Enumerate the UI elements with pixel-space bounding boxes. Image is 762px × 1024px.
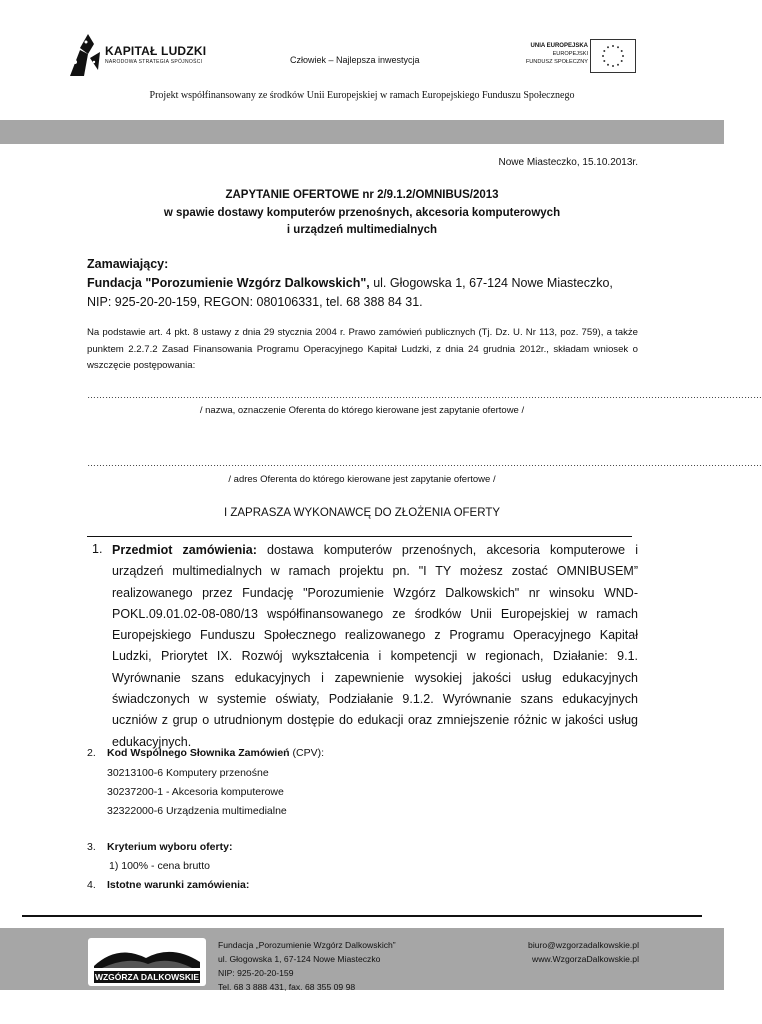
header-band bbox=[0, 120, 724, 144]
footer-email[interactable]: biuro@wzgorzadalkowskie.pl bbox=[528, 940, 639, 950]
legal-basis: Na podstawie art. 4 pkt. 8 ustawy z dnia 29 stycznia 2004 r. Prawo zamówień publicznych (Tj. Dz. U. Nr 113, poz. 759), a także punktem 2.2.7.2 Zasad Finansowania Programu Operacyjnego Kapitał Ludzki, z dnia 24 grudnia 2012r., składam wniosek o wszczęcie postępowania: bbox=[87, 327, 638, 371]
project-cofinancing-line: Projekt współfinansowany ze środków Unii Europejskiej w ramach Europejskiego Funduszu Społecznego bbox=[149, 90, 575, 101]
logo-subtitle: NARODOWA STRATEGIA SPÓJNOŚCI bbox=[105, 59, 203, 65]
title-line-1: ZAPYTANIE OFERTOWE nr 2/9.1.2/OMNIBUS/2013 bbox=[225, 189, 499, 201]
footer-org-name: Fundacja „Porozumienie Wzgórz Dalkowskich” bbox=[218, 940, 396, 950]
item-1-number: 1. bbox=[92, 542, 103, 556]
eu-text-block bbox=[516, 42, 588, 66]
bidder-address-caption: / adres Oferenta do którego kierowane jest zapytanie ofertowe / bbox=[228, 474, 496, 485]
logo-title: KAPITAŁ LUDZKI bbox=[105, 44, 207, 58]
eu-line3: FUNDUSZ SPOŁECZNY bbox=[525, 59, 588, 65]
item-1-text bbox=[112, 540, 638, 753]
footer-phone: Tel. 68 3 888 431, fax. 68 355 09 98 bbox=[218, 982, 356, 992]
title-line-2: w spawie dostawy komputerów przenośnych, akcesoria komputerowych bbox=[163, 206, 561, 219]
orderer-ids: NIP: 925-20-20-159, REGON: 080106331, tel. 68 388 84 31. bbox=[87, 294, 423, 309]
orderer-address: ul. Głogowska 1, 67-124 Nowe Miasteczko, bbox=[369, 276, 613, 290]
item-3-label: Kryterium wyboru oferty: bbox=[107, 841, 233, 853]
bidder-name-caption: / nazwa, oznaczenie Oferenta do którego kierowane jest zapytanie ofertowe / bbox=[199, 405, 525, 416]
item-4-label: Istotne warunki zamówienia: bbox=[107, 879, 250, 891]
eu-line1: UNIA EUROPEJSKA bbox=[530, 43, 588, 49]
slogan: Człowiek – Najlepsza inwestycja bbox=[290, 55, 420, 65]
orderer-name: Fundacja "Porozumienie Wzgórz Dalkowskich", bbox=[87, 276, 370, 290]
document-date: Nowe Miasteczko, 15.10.2013r. bbox=[498, 157, 638, 168]
orderer-details bbox=[87, 274, 647, 311]
item-2-label: Kod Wspólnego Słownika Zamówień bbox=[107, 747, 290, 759]
footer-address: ul. Głogowska 1, 67-124 Nowe Miasteczko bbox=[218, 954, 381, 964]
item-1-body: dostawa komputerów przenośnych, akcesoria komputerowe i urządzeń multimedialnych w ramach projektu pn. "I TY możesz zostać OMNIBUSEM” realizowanego przez Fundację "Porozumienie Wzgórz Dalkowskich" nr winsoku WND-POKL.09.01.02-08-080/13 współfinansowanego ze środków Unii Europejskiej w ramach Europejskiego Funduszu Społecznego realizowanego z Programu Operacyjnego Kapitał Ludzki, Priorytet IX. Rozwój wykształcenia i kompetencji w regionach, Działanie: 9.1. Wyrównanie szans edukacyjnych i zapewnienie wysokiej jakości usług edukacyjnych świadczonych w systemie oświaty, Podziałanie 9.1.2. Wyrównanie szans edukacyjnych uczniów z grup o utrudnionym dostępie do edukacji oraz zmniejszenie różnic w jakości usług edukacyjnych. bbox=[112, 543, 638, 749]
footer-contact bbox=[218, 938, 396, 994]
footer-logo-text: WZGÓRZA DALKOWSKIE bbox=[94, 972, 200, 982]
item-3-number: 3. bbox=[87, 841, 96, 853]
footer-rule bbox=[22, 915, 702, 917]
footer-online bbox=[528, 938, 639, 966]
item-1-label: Przedmiot zamówienia: bbox=[112, 543, 257, 557]
footer-nip: NIP: 925-20-20-159 bbox=[218, 968, 294, 978]
eu-line2: EUROPEJSKI bbox=[552, 51, 588, 57]
bidder-name-dotted-line: ……………………………………………………………………………………………………………………………………………………………………………………………………… bbox=[87, 390, 762, 400]
eu-flag-icon bbox=[590, 39, 636, 73]
bidder-address-dotted-line: ……………………………………………………………………………………………………………………………………………………………………………………………………… bbox=[87, 458, 762, 468]
footer-website[interactable]: www.WzgorzaDalkowskie.pl bbox=[532, 954, 639, 964]
wzgorza-dalkowskie-logo bbox=[88, 938, 206, 986]
cpv-code: 32322000-6 Urządzenia multimedialne bbox=[107, 805, 287, 817]
cpv-code: 30237200-1 - Akcesoria komputerowe bbox=[107, 786, 284, 798]
item-4-number: 4. bbox=[87, 879, 96, 891]
document-title bbox=[0, 187, 724, 240]
title-line-3: i urządzeń multimedialnych bbox=[286, 224, 438, 236]
orderer-label: Zamawiający: bbox=[87, 257, 169, 271]
invitation-heading: I ZAPRASZA WYKONAWCĘ DO ZŁOŻENIA OFERTY bbox=[223, 507, 501, 519]
selection-criterion: 1) 100% - cena brutto bbox=[109, 860, 210, 872]
cpv-code: 30213100-6 Komputery przenośne bbox=[107, 767, 269, 779]
item-2-text bbox=[107, 747, 324, 759]
invitation-underline bbox=[87, 536, 632, 537]
item-2-suffix: (CPV): bbox=[289, 747, 325, 759]
item-2-number: 2. bbox=[87, 747, 96, 759]
